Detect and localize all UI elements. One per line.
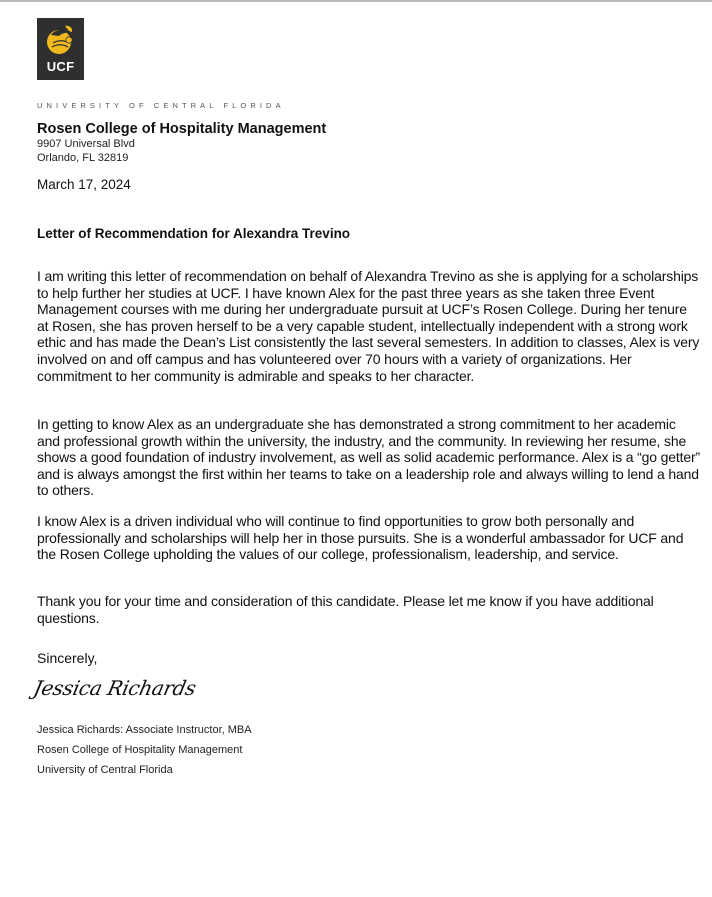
address-line-1: 9907 Universal Blvd [37,138,135,150]
body-paragraph-1: I am writing this letter of recommendation on behalf of Alexandra Trevino as she is applying for a scholarships to help further her studies at UCF. I have known Alex for the past three years as she taken three Event Management courses with me during her undergraduate pursuit at UCF’s Rosen College. During her tenure at Rosen, she has proven herself to be a very capable student, intellectually independent with a strong work ethic and has made the Dean’s List consistently the last several semesters. In addition to classes, Alex is very involved on and off campus and has volunteered over 70 hours with a variety of organizations. Her commitment to her community is admirable and speaks to her character. [37,268,700,384]
signer-college: Rosen College of Hospitality Management [37,744,243,756]
pegasus-icon [45,23,76,57]
letter-date: March 17, 2024 [37,177,131,192]
logo-text: UCF [46,59,75,74]
college-name: Rosen College of Hospitality Management [37,121,327,137]
closing: Sincerely, [37,650,98,666]
body-paragraph-3: I know Alex is a driven individual who will continue to find opportunities to grow both personally and professionally and scholarships will help her in those pursuits. She is a wonderful ambassador for UCF and the Rosen College upholding the values of our college, professionalism, leadership, and service. [37,513,684,563]
signer-university: University of Central Florida [37,764,173,776]
signer-title: Jessica Richards: Associate Instructor, MBA [37,724,252,736]
body-paragraph-4: Thank you for your time and consideration of this candidate. Please let me know if you have additional questions. [37,593,654,626]
top-border [0,0,712,2]
signature: Jessica Richards [31,676,199,700]
address-line-2: Orlando, FL 32819 [37,152,129,164]
body-paragraph-2: In getting to know Alex as an undergraduate she has demonstrated a strong commitment to her academic and professional growth within the university, the industry, and the community. In reviewing her resume, she shows a good foundation of industry involvement, as well as solid academic performance. Alex is a “go getter” and is always amongst the first within her teams to take on a leadership role and always willing to lend a hand to others. [37,416,701,499]
ucf-logo [37,18,84,80]
university-name: UNIVERSITY OF CENTRAL FLORIDA [37,101,285,110]
letter-subject: Letter of Recommendation for Alexandra Trevino [37,226,351,241]
